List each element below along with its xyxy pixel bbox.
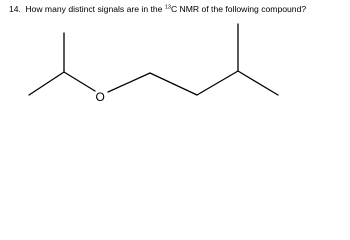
question-text-before: How many distinct signals are in the xyxy=(25,4,163,14)
bond-oxygen-to-ch2 xyxy=(108,73,150,92)
oxygen-atom: O xyxy=(95,90,105,104)
bond-ch2-to-ch2 xyxy=(150,73,197,95)
question-text-after: C NMR of the following compound? xyxy=(170,4,307,14)
isotope-superscript: 13 xyxy=(164,4,171,11)
bond-ch2-to-ch xyxy=(197,71,238,95)
bond-ch-to-oxygen xyxy=(64,72,95,91)
question-number: 14. xyxy=(9,4,21,14)
bond-methyl-down-right xyxy=(238,71,278,95)
bond-methyl-down-left xyxy=(29,72,64,95)
skeletal-structure xyxy=(0,0,350,118)
